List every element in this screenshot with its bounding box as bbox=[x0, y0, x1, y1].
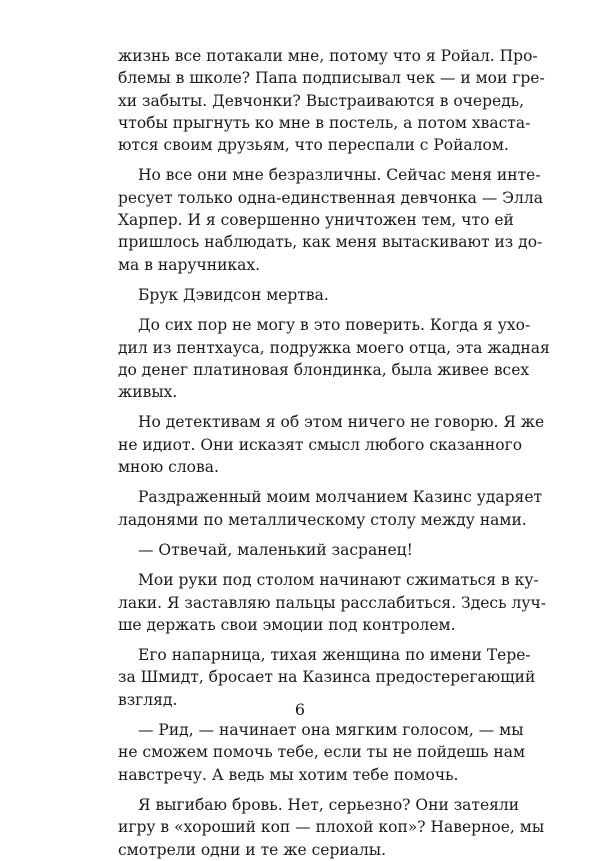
text-line: Я выгибаю бровь. Нет, серьезно? Они затеяли bbox=[138, 795, 520, 814]
paragraph bbox=[118, 539, 495, 561]
text-line: — Отвечай, маленький засранец! bbox=[138, 540, 413, 559]
text-line: не идиот. Они исказят смысл любого сказанного bbox=[118, 435, 523, 454]
paragraph bbox=[118, 284, 495, 306]
text-line: ладонями по металлическому столу между нами. bbox=[118, 510, 527, 529]
paragraph bbox=[118, 794, 545, 861]
text-line: До сих пор не могу в это поверить. Когда я ухо- bbox=[138, 316, 531, 335]
text-line: взгляд. bbox=[118, 690, 178, 709]
page-number: 6 bbox=[294, 700, 306, 719]
text-line: — Рид, — начинает она мягким голосом, — мы bbox=[138, 721, 524, 740]
text-line: Но детективам я об этом ничего не говорю. Я же bbox=[138, 413, 545, 432]
text-line: ются своим друзьям, что переспали с Ройалом. bbox=[118, 136, 509, 155]
paragraph bbox=[118, 314, 550, 403]
text-line: до денег платиновая блондинка, была живее всех bbox=[118, 360, 530, 379]
text-line: смотрели одни и те же сериалы. bbox=[118, 840, 387, 859]
text-line: блемы в школе? Папа подписывал чек — и мои гре- bbox=[118, 69, 545, 88]
paragraph bbox=[118, 486, 543, 531]
text-line: живых. bbox=[118, 383, 178, 402]
paragraph bbox=[118, 719, 526, 786]
paragraph bbox=[118, 45, 545, 156]
text-line: жизнь все потакали мне, потому что я Ройал. Про- bbox=[118, 47, 538, 65]
text-line: пришлось наблюдать, как меня вытаскивают из до- bbox=[118, 233, 543, 252]
text-line: Брук Дэвидсон мертва. bbox=[138, 285, 329, 304]
text-line: Раздраженный моим молчанием Казинс ударяет bbox=[138, 488, 543, 507]
text-line: за Шмидт, бросает на Казинса предостерегающий bbox=[118, 668, 536, 687]
text-line: чтобы прыгнуть ко мне в постель, а потом хваста- bbox=[118, 113, 531, 132]
text-line: ма в наручниках. bbox=[118, 255, 260, 274]
text-line: ше держать свои эмоции под контролем. bbox=[118, 615, 456, 634]
paragraph bbox=[118, 569, 546, 636]
text-line: Мои руки под столом начинают сжиматься в ку- bbox=[138, 571, 539, 590]
text-line: Его напарница, тихая женщина по имени Тере- bbox=[138, 646, 531, 665]
paragraph bbox=[118, 164, 543, 275]
text-line: игру в «хороший коп — плохой коп»? Наверное, мы bbox=[118, 818, 545, 837]
body-text bbox=[118, 45, 550, 861]
text-line: ресует только одна-единственная девчонка — Элла bbox=[118, 188, 543, 207]
text-line: навстречу. А ведь мы хотим тебе помочь. bbox=[118, 765, 459, 784]
text-line: дил из пентхауса, подружка моего отца, эта жадная bbox=[118, 338, 550, 357]
text-line: мною слова. bbox=[118, 458, 219, 477]
paragraph bbox=[118, 411, 545, 478]
text-line: Но все они мне безразличны. Сейчас меня инте- bbox=[138, 166, 541, 185]
text-line: не сможем помочь тебе, если ты не пойдешь нам bbox=[118, 743, 526, 762]
text-line: лаки. Я заставляю пальцы расслабиться. Здесь луч- bbox=[118, 593, 546, 612]
text-line: Харпер. И я совершенно уничтожен тем, что ей bbox=[118, 211, 514, 230]
text-line: хи забыты. Девчонки? Выстраиваются в очередь, bbox=[118, 91, 525, 110]
